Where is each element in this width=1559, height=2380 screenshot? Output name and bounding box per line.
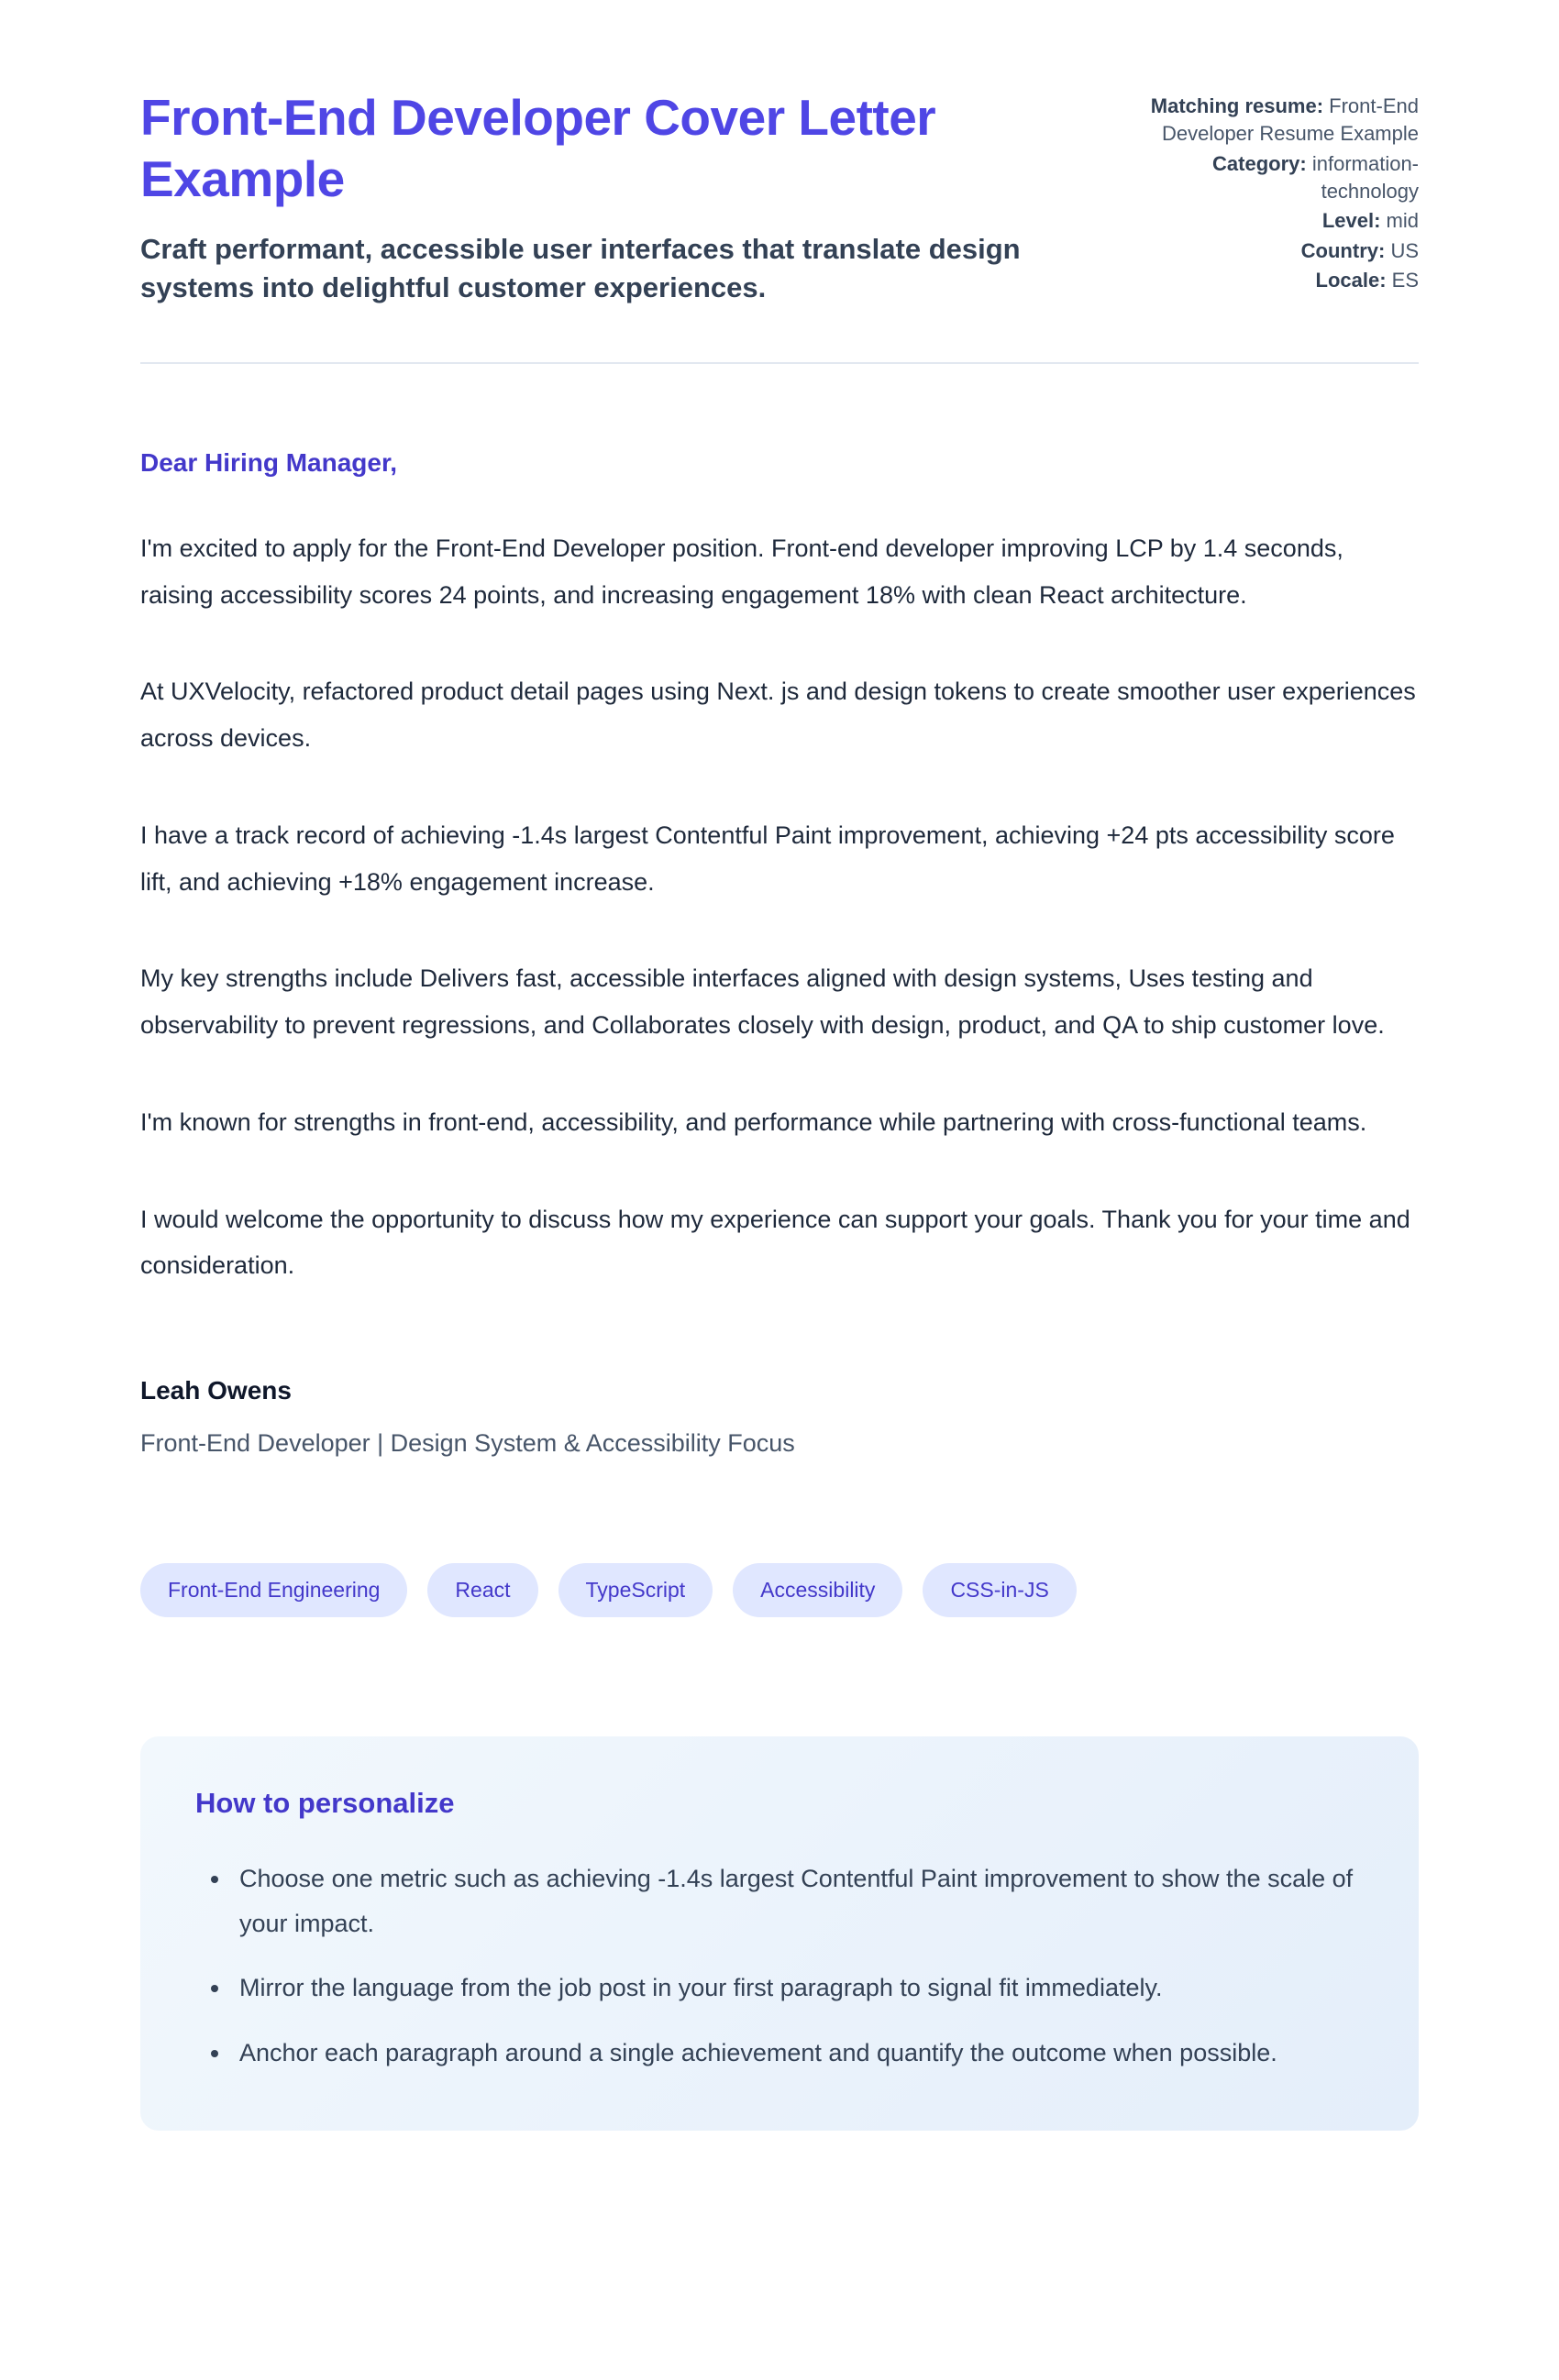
meta-value: US: [1390, 238, 1419, 262]
personalize-list: [182, 1857, 1364, 2075]
meta-level: [1144, 207, 1419, 235]
resume-meta-block: [1144, 87, 1419, 297]
meta-locale: [1144, 267, 1419, 294]
signature-title: Front-End Developer | Design System & Accessibility Focus: [140, 1429, 795, 1458]
how-to-personalize-box: [140, 1736, 1419, 2130]
meta-label: Category:: [1212, 151, 1312, 175]
letter-paragraph: I'm known for strengths in front-end, accessibility, and performance while partnering with cross-functional teams.: [140, 1107, 1367, 1136]
letter-paragraph: I'm excited to apply for the Front-End Developer position. Front-end developer improving LCP by 1.4 seconds, raising accessibility scores 24 points, and increasing engagement 18% with clean React architecture.: [140, 534, 1343, 609]
meta-category: [1144, 150, 1419, 206]
letter-paragraph: At UXVelocity, refactored product detail pages using Next. js and design tokens to create smoother user experiences across devices.: [140, 678, 1416, 753]
skill-tags: [140, 1563, 1419, 1617]
personalize-bullet: • Choose one metric such as achieving -1.4s largest Contentful Paint improvement to show the scale of your impact.: [232, 1857, 1364, 1945]
personalize-heading: How to personalize: [195, 1787, 455, 1820]
meta-value: ES: [1391, 269, 1419, 292]
letter-paragraph: My key strengths include Delivers fast, accessible interfaces aligned with design systems, Uses testing and observability to prevent regressions, and Collaborates closely with design, product, and QA to ship customer love.: [140, 964, 1385, 1040]
meta-value: information-technology: [1311, 151, 1419, 204]
meta-label: Country:: [1300, 238, 1391, 262]
tag-typescript: TypeScript: [558, 1563, 713, 1617]
meta-label: Matching resume:: [1150, 94, 1330, 117]
letter-greeting: Dear Hiring Manager,: [140, 447, 398, 477]
meta-value: Front-End Developer Resume Example: [1161, 94, 1419, 146]
meta-value: mid: [1386, 209, 1419, 233]
tag-css-in-js: CSS-in-JS: [923, 1563, 1076, 1617]
signature-name: Leah Owens: [140, 1376, 292, 1405]
personalize-bullet: • Anchor each paragraph around a single achievement and quantify the outcome when possible.: [232, 2031, 1364, 2076]
tag-react: React: [427, 1563, 537, 1617]
tag-front-end-engineering: Front-End Engineering: [140, 1563, 407, 1617]
letter-paragraph: I have a track record of achieving -1.4s largest Contentful Paint improvement, achieving +24 pts accessibility score lift, and achieving +18% engagement increase.: [140, 821, 1395, 896]
meta-country: [1144, 237, 1419, 265]
page-title: Front-End Developer Cover Letter Example: [140, 89, 936, 208]
meta-matching-resume: [1144, 93, 1419, 149]
meta-label: Locale:: [1315, 269, 1392, 292]
personalize-bullet: • Mirror the language from the job post in your first paragraph to signal fit immediately.: [232, 1966, 1364, 2011]
cover-letter-body: [140, 448, 1419, 1458]
meta-label: Level:: [1321, 209, 1387, 233]
signature-block: [140, 1376, 1419, 1458]
header-title-block: [140, 87, 1094, 307]
tag-accessibility: Accessibility: [733, 1563, 902, 1617]
letter-paragraph: I would welcome the opportunity to discuss how my experience can support your goals. Thank you for your time and consideration.: [140, 1205, 1410, 1280]
page-header: [140, 87, 1419, 364]
page-subtitle: Craft performant, accessible user interfaces that translate design systems into delightful customer experiences.: [140, 233, 1021, 304]
